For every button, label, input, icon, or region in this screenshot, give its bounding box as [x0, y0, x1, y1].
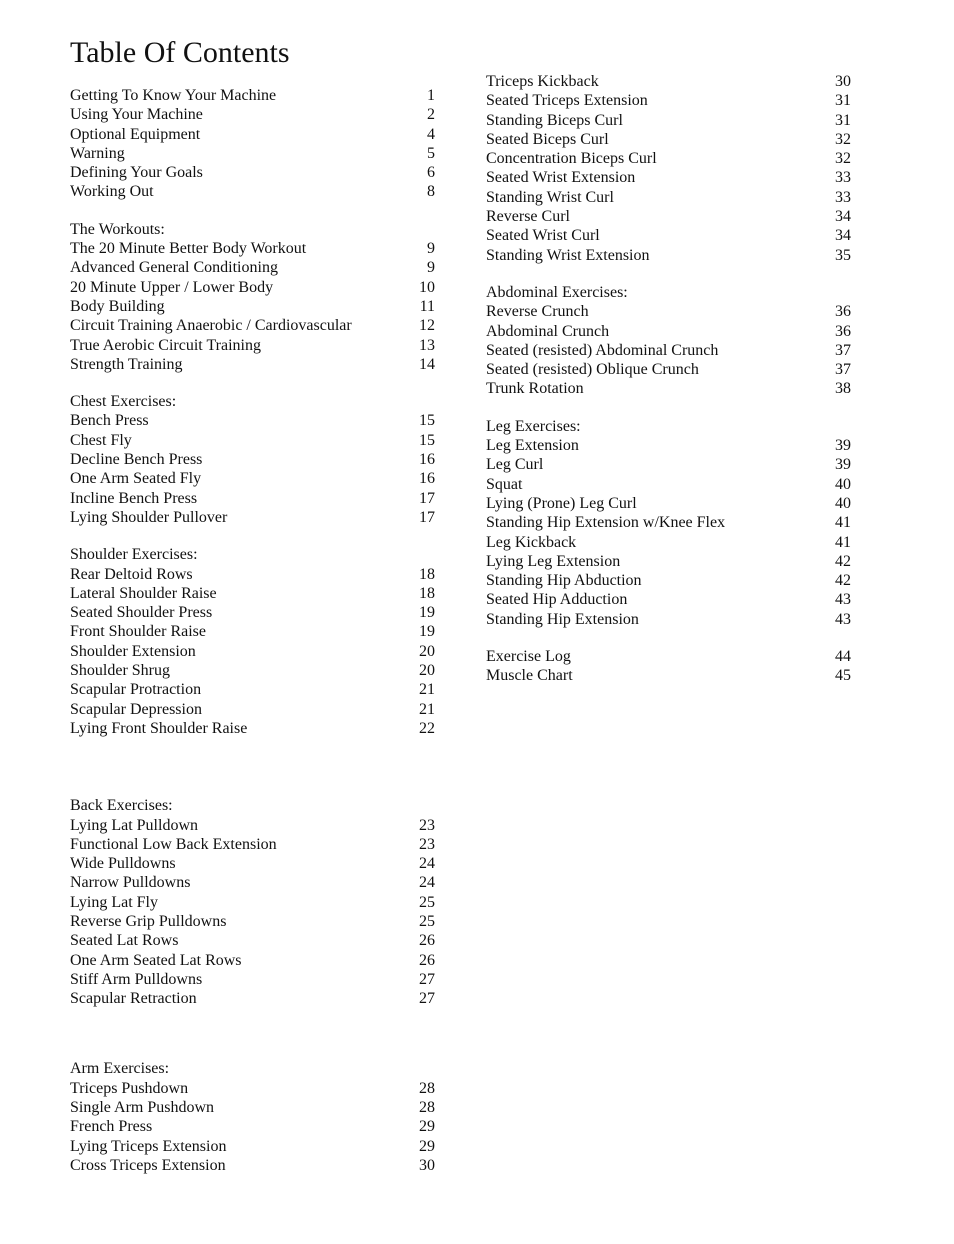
toc-entry — [486, 533, 851, 552]
toc-entry-page-number: 5 — [427, 144, 435, 162]
toc-entry-page-number: 40 — [835, 494, 851, 512]
toc-entry-label: 20 Minute Upper / Lower Body — [70, 278, 274, 296]
toc-entry-page-number: 43 — [835, 591, 851, 609]
toc-section-back — [70, 816, 435, 1009]
toc-entry — [486, 475, 851, 494]
toc-entry-page-number: 20 — [419, 642, 435, 660]
section-spacer — [486, 399, 851, 417]
toc-entry-page-number: 34 — [835, 227, 851, 245]
toc-entry — [70, 912, 435, 931]
toc-entry-page-number: 31 — [835, 111, 851, 129]
toc-entry-page-number: 41 — [835, 514, 851, 532]
toc-entry-label: Lying Front Shoulder Raise — [70, 719, 248, 737]
toc-entry-label: Strength Training — [70, 355, 183, 373]
toc-section-abdominal — [486, 302, 851, 398]
toc-entry-page-number: 33 — [835, 188, 851, 206]
toc-entry — [486, 494, 851, 513]
toc-entry-page-number: 37 — [835, 361, 851, 379]
toc-entry — [70, 431, 435, 450]
toc-entry — [70, 642, 435, 661]
toc-entry-page-number: 25 — [419, 893, 435, 911]
section-heading-arm: Arm Exercises: — [70, 1060, 170, 1078]
toc-entry — [486, 647, 851, 666]
toc-section-shoulder — [70, 565, 435, 739]
toc-entry-label: Seated Shoulder Press — [70, 604, 213, 622]
page-title: Table Of Contents — [70, 36, 290, 69]
toc-entry-label: Scapular Depression — [70, 700, 202, 718]
toc-entry-label: One Arm Seated Fly — [70, 470, 202, 488]
toc-entry — [70, 278, 435, 297]
toc-entry-page-number: 38 — [835, 380, 851, 398]
toc-entry — [70, 584, 435, 603]
toc-entry-page-number: 16 — [419, 451, 435, 469]
toc-entry-label: Lateral Shoulder Raise — [70, 584, 217, 602]
toc-entry-page-number: 18 — [419, 584, 435, 602]
toc-entry-page-number: 29 — [419, 1118, 435, 1136]
toc-entry-label: Defining Your Goals — [70, 164, 203, 182]
toc-entry-label: Seated (resisted) Abdominal Crunch — [486, 341, 719, 359]
toc-entry-page-number: 31 — [835, 92, 851, 110]
toc-entry — [70, 239, 435, 258]
toc-entry-page-number: 37 — [835, 341, 851, 359]
toc-entry — [70, 835, 435, 854]
toc-entry-label: Triceps Pushdown — [70, 1079, 189, 1097]
toc-left-column — [70, 86, 435, 1175]
toc-entry-page-number: 27 — [419, 970, 435, 988]
toc-entry — [486, 552, 851, 571]
toc-entry — [486, 610, 851, 629]
toc-entry-label: Exercise Log — [486, 648, 571, 666]
toc-entry-label: Rear Deltoid Rows — [70, 565, 193, 583]
toc-entry-page-number: 4 — [427, 125, 435, 143]
toc-entry — [486, 188, 851, 207]
toc-entry-page-number: 45 — [835, 667, 851, 685]
toc-entry — [70, 970, 435, 989]
toc-entry — [70, 661, 435, 680]
section-heading-shoulder: Shoulder Exercises: — [70, 546, 198, 564]
toc-entry-label: Body Building — [70, 297, 165, 315]
toc-entry-page-number: 32 — [835, 150, 851, 168]
toc-entry — [70, 603, 435, 622]
toc-entry-page-number: 23 — [419, 816, 435, 834]
toc-entry-label: Leg Kickback — [486, 533, 577, 551]
toc-entry-label: Seated Lat Rows — [70, 932, 179, 950]
toc-entry — [70, 182, 435, 201]
toc-entry — [70, 951, 435, 970]
toc-entry-label: Standing Hip Extension w/Knee Flex — [486, 514, 726, 532]
section-spacer — [70, 527, 435, 545]
toc-entry — [486, 436, 851, 455]
toc-entry-page-number: 23 — [419, 835, 435, 853]
toc-entry-label: French Press — [70, 1118, 153, 1136]
toc-entry — [486, 455, 851, 474]
toc-entry-label: Circuit Training Anaerobic / Cardiovascular — [70, 317, 352, 335]
toc-entry-label: Cross Triceps Extension — [70, 1156, 226, 1174]
toc-entry-page-number: 16 — [419, 470, 435, 488]
section-heading-leg: Leg Exercises: — [486, 417, 581, 435]
toc-entry-label: Lying Leg Extension — [486, 552, 621, 570]
toc-entry-label: Single Arm Pushdown — [70, 1099, 215, 1117]
toc-entry-page-number: 39 — [835, 437, 851, 455]
toc-entry — [486, 91, 851, 110]
toc-entry-label: Abdominal Crunch — [486, 322, 610, 340]
toc-entry-label: Front Shoulder Raise — [70, 623, 206, 641]
toc-entry-page-number: 21 — [419, 681, 435, 699]
toc-entry-page-number: 35 — [835, 246, 851, 264]
toc-section-workouts — [70, 239, 435, 374]
toc-entry-page-number: 17 — [419, 508, 435, 526]
toc-entry-label: Triceps Kickback — [486, 73, 599, 90]
toc-entry — [486, 207, 851, 226]
section-heading-back: Back Exercises: — [70, 797, 173, 815]
toc-entry — [70, 931, 435, 950]
toc-entry-label: Lying (Prone) Leg Curl — [486, 494, 637, 512]
toc-entry-label: Standing Wrist Curl — [486, 188, 614, 206]
toc-entry-page-number: 2 — [427, 106, 435, 124]
toc-entry-page-number: 43 — [835, 610, 851, 628]
toc-entry-label: One Arm Seated Lat Rows — [70, 951, 242, 969]
toc-section-leg — [486, 436, 851, 629]
toc-entry-label: Reverse Crunch — [486, 303, 589, 321]
toc-entry-label: Narrow Pulldowns — [70, 874, 191, 892]
toc-entry-page-number: 6 — [427, 164, 435, 182]
toc-entry-label: Concentration Biceps Curl — [486, 150, 657, 168]
toc-section-arm — [70, 1079, 435, 1175]
toc-entry-label: Warning — [70, 144, 125, 162]
toc-entry-page-number: 15 — [419, 412, 435, 430]
toc-entry-label: Squat — [486, 475, 523, 493]
toc-entry-page-number: 39 — [835, 456, 851, 474]
toc-entry — [70, 411, 435, 430]
toc-entry-label: Functional Low Back Extension — [70, 835, 277, 853]
toc-entry-page-number: 9 — [427, 259, 435, 277]
toc-entry-page-number: 26 — [419, 951, 435, 969]
toc-entry-page-number: 8 — [427, 183, 435, 201]
toc-entry-label: Scapular Protraction — [70, 681, 202, 699]
toc-entry — [70, 1137, 435, 1156]
toc-entry-page-number: 25 — [419, 912, 435, 930]
toc-entry-page-number: 26 — [419, 932, 435, 950]
toc-entry — [486, 302, 851, 321]
toc-entry-page-number: 30 — [419, 1156, 435, 1174]
toc-entry-page-number: 29 — [419, 1137, 435, 1155]
section-spacer — [70, 202, 435, 220]
toc-entry-page-number: 12 — [419, 317, 435, 335]
toc-entry-page-number: 9 — [427, 240, 435, 258]
toc-section-intro — [70, 86, 435, 202]
toc-entry-label: Optional Equipment — [70, 125, 201, 143]
toc-entry-label: Wide Pulldowns — [70, 855, 176, 873]
toc-section-appendix — [486, 647, 851, 686]
toc-entry-label: Shoulder Extension — [70, 642, 196, 660]
toc-entry — [70, 125, 435, 144]
toc-entry-label: The 20 Minute Better Body Workout — [70, 240, 307, 258]
toc-entry — [70, 1117, 435, 1136]
toc-entry-label: Shoulder Shrug — [70, 662, 170, 680]
toc-entry-page-number: 24 — [419, 874, 435, 892]
toc-entry-label: Lying Lat Fly — [70, 893, 158, 911]
toc-entry — [70, 565, 435, 584]
toc-entry-page-number: 10 — [419, 278, 435, 296]
toc-entry — [70, 854, 435, 873]
toc-entry-label: Reverse Curl — [486, 208, 570, 226]
toc-entry-page-number: 19 — [419, 623, 435, 641]
toc-entry — [70, 469, 435, 488]
toc-entry — [70, 86, 435, 105]
toc-entry — [70, 316, 435, 335]
toc-entry — [486, 360, 851, 379]
toc-entry-label: Chest Fly — [70, 431, 132, 449]
toc-entry-label: Standing Hip Extension — [486, 610, 639, 628]
toc-entry-page-number: 42 — [835, 552, 851, 570]
section-spacer — [70, 374, 435, 392]
toc-entry-label: Lying Lat Pulldown — [70, 816, 198, 834]
toc-entry — [70, 989, 435, 1008]
toc-entry — [486, 72, 851, 91]
toc-entry-label: Standing Biceps Curl — [486, 111, 623, 129]
toc-entry-label: Seated (resisted) Oblique Crunch — [486, 361, 699, 379]
toc-entry-page-number: 36 — [835, 303, 851, 321]
toc-entry — [486, 571, 851, 590]
toc-entry — [486, 226, 851, 245]
toc-entry-label: Seated Wrist Extension — [486, 169, 636, 187]
toc-entry-label: Leg Extension — [486, 437, 579, 455]
toc-entry — [70, 450, 435, 469]
toc-entry — [70, 1079, 435, 1098]
toc-entry — [486, 341, 851, 360]
toc-entry-label: Lying Triceps Extension — [70, 1137, 227, 1155]
toc-entry — [70, 700, 435, 719]
toc-entry — [486, 149, 851, 168]
toc-entry-label: Bench Press — [70, 412, 149, 430]
toc-entry — [70, 1156, 435, 1175]
toc-entry-label: Incline Bench Press — [70, 489, 198, 507]
toc-entry-label: Reverse Grip Pulldowns — [70, 912, 227, 930]
toc-entry-label: Scapular Retraction — [70, 990, 197, 1008]
toc-entry-page-number: 20 — [419, 662, 435, 680]
toc-entry — [70, 355, 435, 374]
toc-entry-label: Seated Triceps Extension — [486, 92, 648, 110]
toc-entry-page-number: 13 — [419, 336, 435, 354]
toc-entry-page-number: 28 — [419, 1099, 435, 1117]
toc-entry-label: Seated Biceps Curl — [486, 130, 609, 148]
toc-entry-label: Using Your Machine — [70, 106, 203, 124]
section-spacer — [70, 1008, 435, 1059]
toc-entry-label: Leg Curl — [486, 456, 544, 474]
toc-entry — [486, 246, 851, 265]
toc-entry-label: Trunk Rotation — [486, 380, 584, 398]
toc-entry-page-number: 1 — [427, 87, 435, 104]
toc-entry-page-number: 33 — [835, 169, 851, 187]
toc-entry-label: Advanced General Conditioning — [70, 259, 278, 277]
toc-entry-label: Lying Shoulder Pullover — [70, 508, 228, 526]
toc-entry — [70, 680, 435, 699]
toc-entry-label: Standing Hip Abduction — [486, 572, 642, 590]
toc-entry-page-number: 36 — [835, 322, 851, 340]
toc-entry-page-number: 11 — [419, 297, 435, 315]
toc-right-column — [486, 72, 851, 686]
toc-entry-page-number: 19 — [419, 604, 435, 622]
toc-entry-page-number: 21 — [419, 700, 435, 718]
toc-entry-label: Working Out — [70, 183, 154, 201]
toc-entry-page-number: 32 — [835, 130, 851, 148]
toc-entry-page-number: 24 — [419, 855, 435, 873]
toc-entry — [70, 873, 435, 892]
toc-entry-page-number: 22 — [419, 719, 435, 737]
toc-entry — [486, 513, 851, 532]
toc-entry — [486, 130, 851, 149]
toc-entry-label: Standing Wrist Extension — [486, 246, 650, 264]
section-heading-abdominal: Abdominal Exercises: — [486, 283, 628, 301]
section-heading-chest: Chest Exercises: — [70, 393, 177, 411]
toc-entry — [70, 816, 435, 835]
toc-entry-page-number: 34 — [835, 208, 851, 226]
section-spacer — [70, 738, 435, 796]
toc-entry-page-number: 27 — [419, 990, 435, 1008]
toc-entry-page-number: 41 — [835, 533, 851, 551]
toc-entry-page-number: 44 — [835, 648, 851, 666]
toc-entry — [70, 258, 435, 277]
toc-entry-label: Decline Bench Press — [70, 451, 203, 469]
toc-entry-page-number: 30 — [835, 73, 851, 90]
toc-entry-label: Seated Wrist Curl — [486, 227, 600, 245]
section-heading-workouts: The Workouts: — [70, 220, 165, 238]
toc-entry — [486, 322, 851, 341]
toc-section-arm-continued — [486, 72, 851, 265]
toc-entry-label: Muscle Chart — [486, 667, 573, 685]
toc-entry — [70, 163, 435, 182]
toc-entry — [70, 336, 435, 355]
toc-entry — [70, 489, 435, 508]
section-spacer — [486, 629, 851, 647]
toc-entry — [70, 622, 435, 641]
toc-entry — [70, 893, 435, 912]
toc-entry — [70, 1098, 435, 1117]
toc-entry-page-number: 17 — [419, 489, 435, 507]
toc-entry — [70, 719, 435, 738]
toc-entry — [70, 508, 435, 527]
toc-entry-label: Stiff Arm Pulldowns — [70, 970, 203, 988]
toc-entry-page-number: 40 — [835, 475, 851, 493]
toc-entry-label: True Aerobic Circuit Training — [70, 336, 261, 354]
toc-entry — [70, 105, 435, 124]
toc-entry-page-number: 18 — [419, 565, 435, 583]
toc-section-chest — [70, 411, 435, 527]
toc-entry — [70, 144, 435, 163]
toc-entry — [486, 111, 851, 130]
toc-entry — [486, 379, 851, 398]
toc-entry — [70, 297, 435, 316]
toc-entry-page-number: 42 — [835, 572, 851, 590]
toc-entry-page-number: 14 — [419, 355, 435, 373]
toc-entry — [486, 168, 851, 187]
section-spacer — [486, 265, 851, 283]
toc-entry-label: Seated Hip Adduction — [486, 591, 628, 609]
toc-entry-label: Getting To Know Your Machine — [70, 87, 277, 104]
toc-entry — [486, 590, 851, 609]
toc-entry-page-number: 28 — [419, 1079, 435, 1097]
toc-entry — [486, 666, 851, 685]
toc-entry-page-number: 15 — [419, 431, 435, 449]
